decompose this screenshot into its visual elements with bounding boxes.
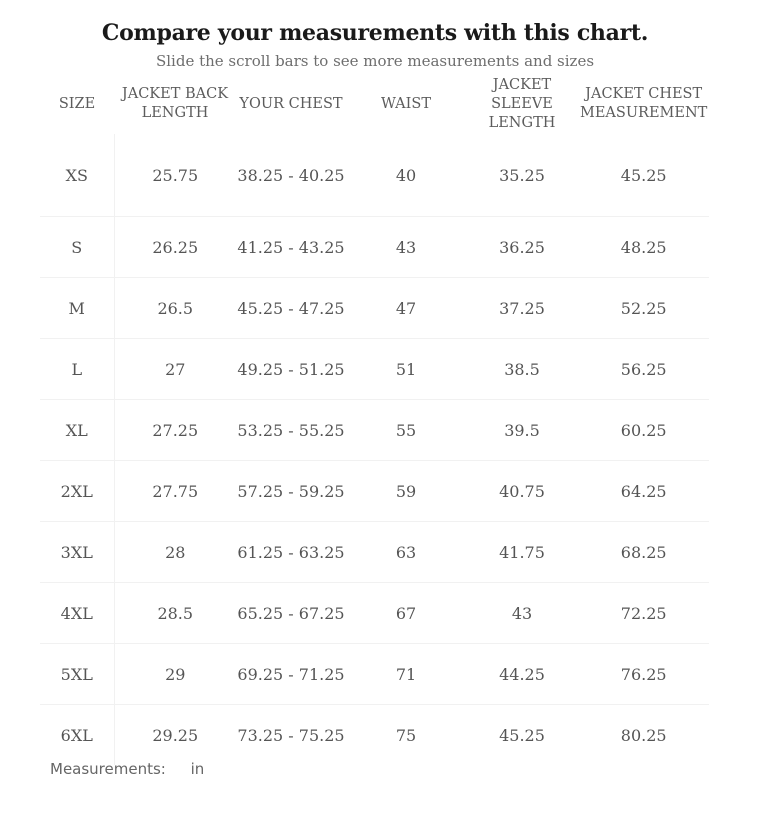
- jacket-back-length-cell: 27: [114, 339, 236, 400]
- measurement-unit: in: [190, 760, 205, 778]
- jacket-chest-measurement-cell: 72.25: [578, 583, 709, 644]
- column-header-waist: WAIST: [381, 95, 431, 112]
- jacket-back-length-cell: 28: [114, 522, 236, 583]
- size-cell: L: [40, 339, 114, 400]
- jacket-back-length-cell: 26.25: [114, 217, 236, 278]
- column-header-jacket-chest-measurement: JACKET CHEST MEASUREMENT: [580, 86, 708, 121]
- jacket-back-length-cell: 25.75: [114, 134, 236, 217]
- waist-cell: 71: [346, 644, 466, 705]
- measurements-label: Measurements:: [50, 760, 166, 778]
- jacket-sleeve-length-cell: 38.5: [466, 339, 578, 400]
- size-cell: M: [40, 278, 114, 339]
- table-row: [40, 644, 709, 705]
- your-chest-cell: 38.25 - 40.25: [236, 134, 346, 217]
- jacket-sleeve-length-cell: 44.25: [466, 644, 578, 705]
- jacket-chest-measurement-cell: 68.25: [578, 522, 709, 583]
- your-chest-cell: 57.25 - 59.25: [236, 461, 346, 522]
- table-row: [40, 217, 709, 278]
- size-cell: 5XL: [40, 644, 114, 705]
- your-chest-cell: 41.25 - 43.25: [236, 217, 346, 278]
- waist-cell: 43: [346, 217, 466, 278]
- jacket-back-length-cell: 29: [114, 644, 236, 705]
- your-chest-cell: 73.25 - 75.25: [237, 725, 345, 745]
- jacket-chest-measurement-cell: 64.25: [578, 461, 709, 522]
- jacket-chest-measurement-cell: 76.25: [578, 644, 709, 705]
- size-cell: XL: [40, 400, 114, 461]
- jacket-back-length-cell: 29.25: [152, 725, 199, 745]
- column-header-jacket-sleeve-length: JACKET SLEEVE LENGTH: [488, 76, 556, 131]
- waist-cell: 51: [346, 339, 466, 400]
- jacket-sleeve-length-cell: 39.5: [466, 400, 578, 461]
- size-cell: 2XL: [40, 461, 114, 522]
- column-header-size: SIZE: [58, 95, 96, 112]
- your-chest-cell: 65.25 - 67.25: [236, 583, 346, 644]
- waist-cell: 55: [346, 400, 466, 461]
- waist-cell: 40: [346, 134, 466, 217]
- table-row: [40, 400, 709, 461]
- jacket-back-length-cell: 27.25: [114, 400, 236, 461]
- table-row: [40, 705, 709, 766]
- waist-cell: 67: [346, 583, 466, 644]
- jacket-chest-measurement-cell: 60.25: [578, 400, 709, 461]
- size-chart-table: [40, 74, 709, 765]
- jacket-back-length-cell: 28.5: [114, 583, 236, 644]
- jacket-sleeve-length-cell: 43: [466, 583, 578, 644]
- jacket-back-length-cell: 27.75: [114, 461, 236, 522]
- waist-cell: 63: [346, 522, 466, 583]
- measurement-unit-footer: [50, 760, 204, 778]
- jacket-chest-measurement-cell: 45.25: [578, 134, 709, 217]
- waist-cell: 75: [395, 725, 417, 745]
- table-header-row: [40, 74, 709, 134]
- jacket-chest-measurement-cell: 48.25: [578, 217, 709, 278]
- size-cell: XS: [40, 134, 114, 217]
- page-subtitle: Slide the scroll bars to see more measurements and sizes: [155, 52, 595, 70]
- jacket-sleeve-length-cell: 45.25: [499, 725, 545, 745]
- jacket-sleeve-length-cell: 35.25: [466, 134, 578, 217]
- waist-cell: 47: [346, 278, 466, 339]
- jacket-chest-measurement-cell: 56.25: [578, 339, 709, 400]
- page-title: Compare your measurements with this chart.: [101, 20, 649, 46]
- jacket-sleeve-length-cell: 41.75: [466, 522, 578, 583]
- jacket-sleeve-length-cell: 40.75: [466, 461, 578, 522]
- table-row: [40, 134, 709, 217]
- size-cell: 3XL: [40, 522, 114, 583]
- waist-cell: 59: [346, 461, 466, 522]
- table-row: [40, 278, 709, 339]
- jacket-sleeve-length-cell: 37.25: [466, 278, 578, 339]
- table-row: [40, 339, 709, 400]
- your-chest-cell: 45.25 - 47.25: [236, 278, 346, 339]
- jacket-sleeve-length-cell: 36.25: [466, 217, 578, 278]
- your-chest-cell: 61.25 - 63.25: [236, 522, 346, 583]
- jacket-chest-measurement-cell: 52.25: [578, 278, 709, 339]
- your-chest-cell: 53.25 - 55.25: [236, 400, 346, 461]
- your-chest-cell: 49.25 - 51.25: [236, 339, 346, 400]
- jacket-chest-measurement-cell: 80.25: [620, 725, 667, 745]
- table-row: [40, 461, 709, 522]
- size-cell: 4XL: [40, 583, 114, 644]
- jacket-back-length-cell: 26.5: [114, 278, 236, 339]
- table-row: [40, 583, 709, 644]
- size-cell: S: [40, 217, 114, 278]
- column-header-your-chest: YOUR CHEST: [239, 95, 343, 112]
- your-chest-cell: 69.25 - 71.25: [236, 644, 346, 705]
- table-row: [40, 522, 709, 583]
- size-cell: 6XL: [40, 705, 114, 766]
- column-header-jacket-back-length: JACKET BACK LENGTH: [121, 86, 229, 121]
